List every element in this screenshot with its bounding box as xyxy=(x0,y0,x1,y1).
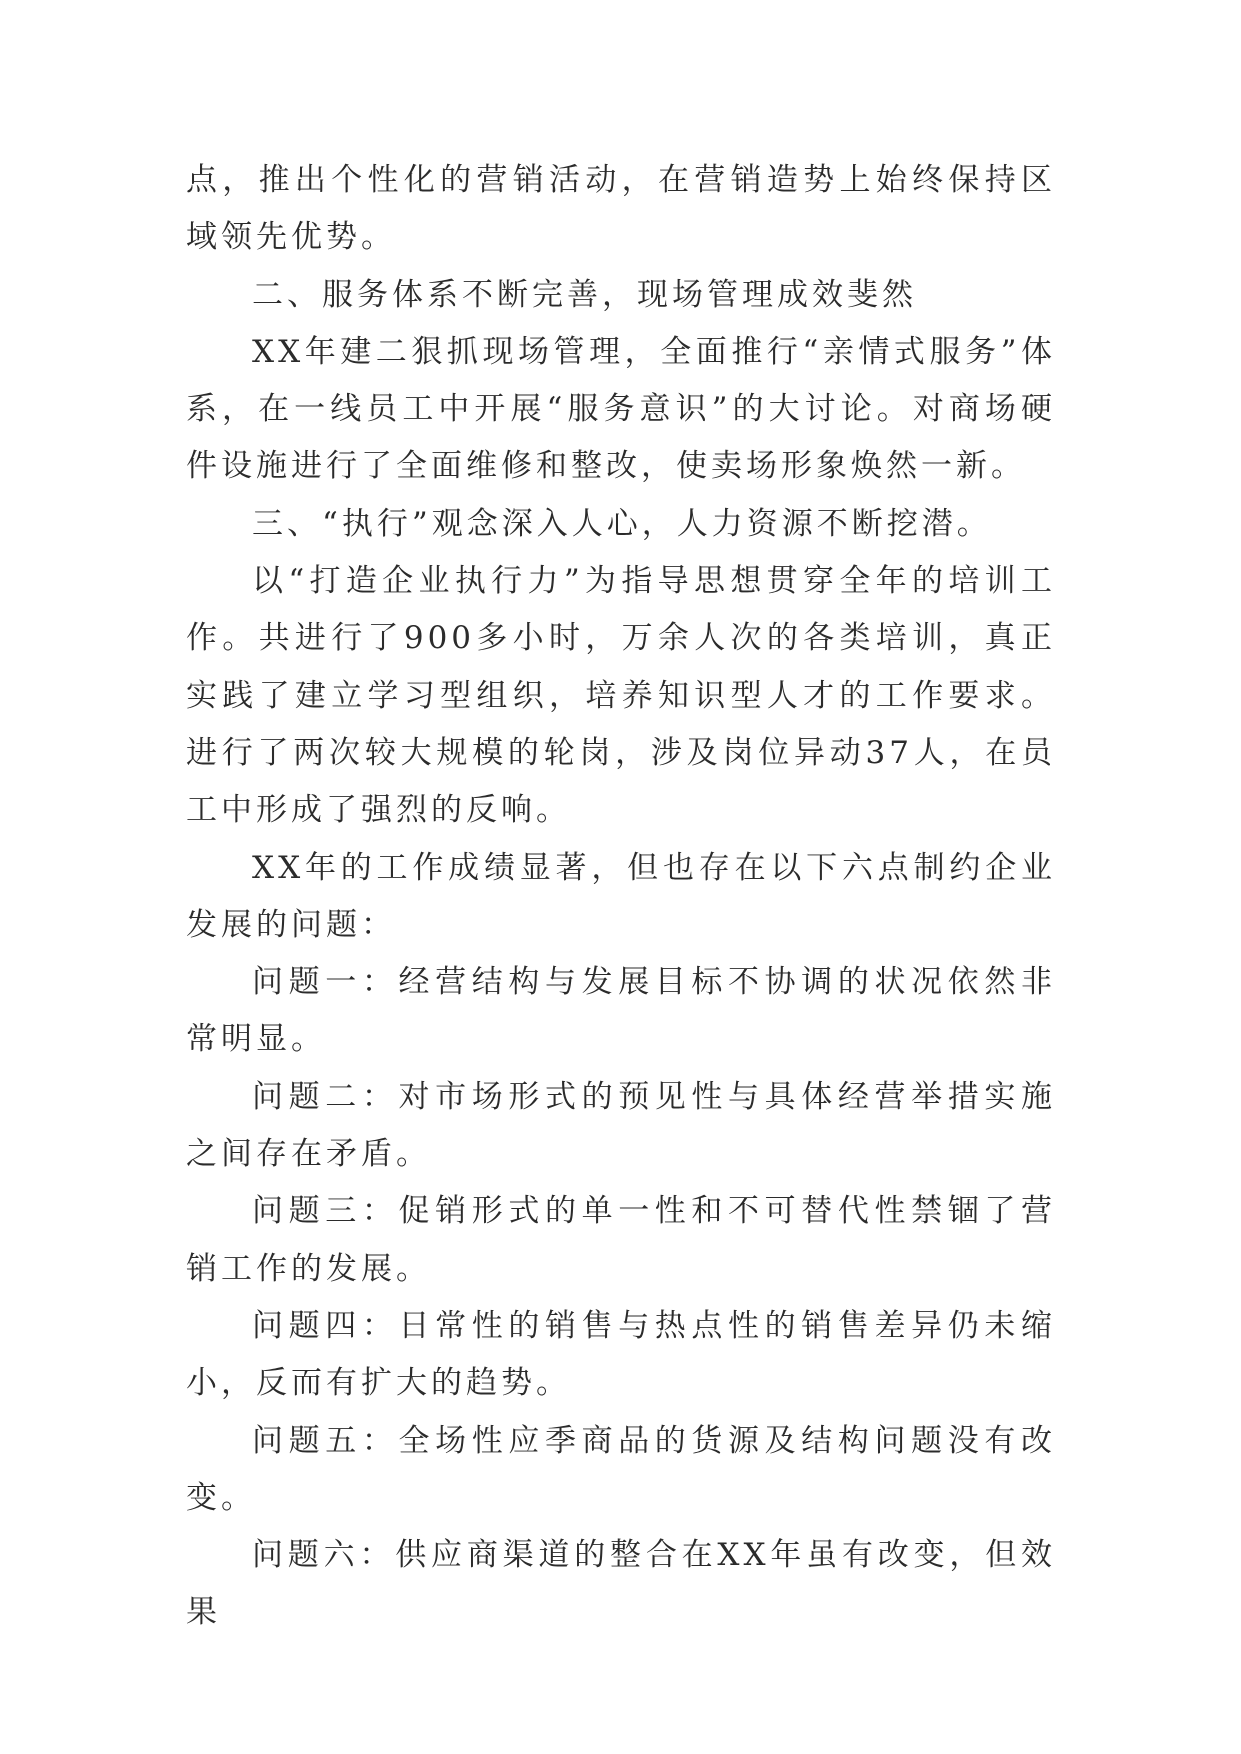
problem-item-6: 问题六：供应商渠道的整合在XX年虽有改变，但效果 xyxy=(186,1537,1056,1631)
paragraph-continuation: 点，推出个性化的营销活动，在营销造势上始终保持区域领先优势。 xyxy=(186,162,1056,256)
paragraph-summary: XX年的工作成绩显著，但也存在以下六点制约企业发展的问题： xyxy=(186,849,1056,943)
document-body xyxy=(186,152,1056,1642)
problem-item-2: 问题二：对市场形式的预见性与具体经营举措实施之间存在矛盾。 xyxy=(186,1078,1056,1173)
paragraph-training: 以“打造企业执行力”为指导思想贯穿全年的培训工作。共进行了900多小时，万余人次的各类培训，真正实践了建立学习型组织，培养知识型人才的工作要求。进行了两次较大规模的轮岗，涉及岗位异动37人，在员工中形成了强烈的反响。 xyxy=(186,563,1056,829)
problem-item-1: 问题一：经营结构与发展目标不协调的状况依然非常明显。 xyxy=(186,964,1056,1058)
section-heading-service: 二、服务体系不断完善，现场管理成效斐然 xyxy=(252,276,917,313)
paragraph-service: XX年建二狠抓现场管理，全面推行“亲情式服务”体系，在一线员工中开展“服务意识”的大讨论。对商场硬件设施进行了全面维修和整改，使卖场形象焕然一新。 xyxy=(186,333,1056,485)
problem-item-5: 问题五：全场性应季商品的货源及结构问题没有改变。 xyxy=(186,1422,1056,1516)
section-heading-execution: 三、“执行”观念深入人心，人力资源不断挖潜。 xyxy=(252,505,992,542)
problem-item-4: 问题四：日常性的销售与热点性的销售差异仍未缩小，反而有扩大的趋势。 xyxy=(186,1307,1056,1402)
problem-item-3: 问题三：促销形式的单一性和不可替代性禁锢了营销工作的发展。 xyxy=(186,1193,1056,1287)
